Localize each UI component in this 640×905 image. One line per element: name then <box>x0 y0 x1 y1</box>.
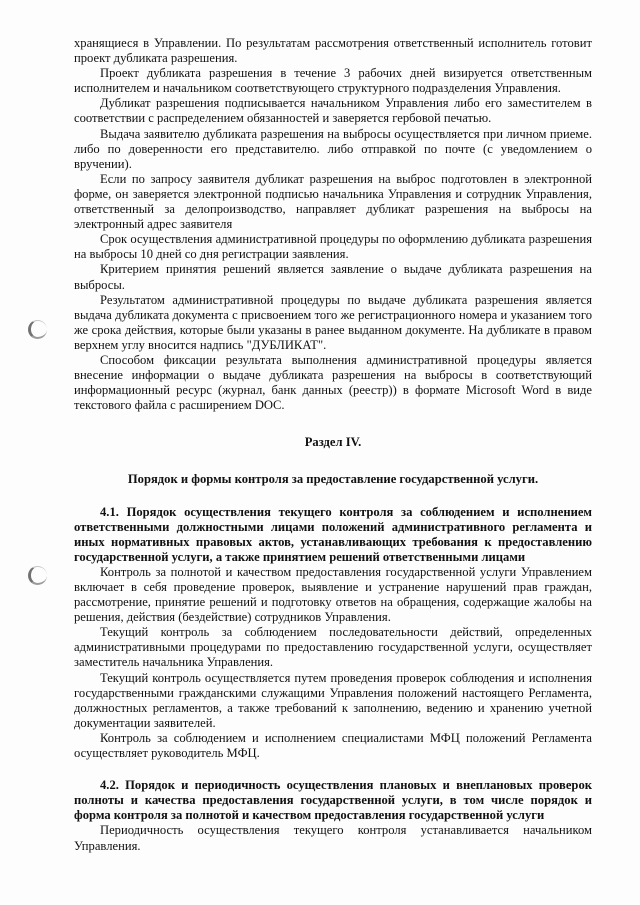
body-paragraph: Если по запросу заявителя дубликат разрешения на выброс подготовлен в электронной форме, он заверяется электронной подписью начальника Управления и сотрудник Управления, ответственный за делопроизводство, направляет дубликат разрешения на выбросы на электронный адрес заявителя <box>74 171 592 232</box>
section-number: Раздел IV. <box>304 435 362 450</box>
body-paragraph: Дубликат разрешения подписывается начальником Управления либо его заместителем в соответствии с распределением обязанностей и заверяется гербовой печатью. <box>74 96 592 126</box>
body-paragraph: Текущий контроль за соблюдением последовательности действий, определенных административными процедурами по предоставлению государственной услуги, осуществляет заместитель начальника Управления. <box>74 625 592 670</box>
subsection-heading: 4.1. Порядок осуществления текущего контроля за соблюдением и исполнением ответственными должностными лицами положений административного регламента и иных нормативных правовых актов, устанавливающих требования к предоставлению государственной услуги, а также принятием решений ответственными лицами <box>74 504 592 564</box>
body-paragraph: Проект дубликата разрешения в течение 3 рабочих дней визируется ответственным исполнителем и начальником соответствующего структурного подразделения Управления. <box>74 66 592 96</box>
body-paragraph: Способом фиксации результата выполнения административной процедуры является внесение информации о выдаче дубликата разрешения на выбросы в соответствующий информационный ресурс (журнал, банк данных (реестр)) в формате Microsoft Word в виде текстового файла с расширением DOC. <box>74 352 592 413</box>
document-body <box>74 36 592 854</box>
body-paragraph: Результатом административной процедуры по выдаче дубликата разрешения является выдача дубликата документа с присвоением того же регистрационного номера и указанием того же срока действия, которые были указаны в ранее выданном документе. На дубликате в правом верхнем углу вносится надпись "ДУБЛИКАТ". <box>74 292 592 352</box>
body-paragraph: Контроль за полнотой и качеством предоставления государственной услуги Управлением включает в себя проведение проверок, выявление и устранение нарушений прав граждан, рассмотрение, принятие решений и подготовку ответов на обращения, содержащие жалобы на решения, действия (бездействие) сотрудников Управления. <box>74 564 592 625</box>
body-paragraph: хранящиеся в Управлении. По результатам рассмотрения ответственный исполнитель готовит проект дубликата разрешения. <box>74 36 592 66</box>
body-paragraph: Контроль за соблюдением и исполнением специалистами МФЦ положений Регламента осуществляет руководитель МФЦ. <box>74 730 592 761</box>
body-paragraph: Срок осуществления административной процедуры по оформлению дубликата разрешения на выбросы 10 дней со дня регистрации заявления. <box>74 232 592 262</box>
body-paragraph: Текущий контроль осуществляется путем проведения проверок соблюдения и исполнения государственными гражданскими служащими Управления положений настоящего Регламента, должностных регламентов, а также требований к заполнению, ведению и хранению учетной документации заявителей. <box>74 670 592 730</box>
body-paragraph: Выдача заявителю дубликата разрешения на выбросы осуществляется при личном приеме. либо по доверенности его представителю. либо отправкой по почте (с уведомлением о вручении). <box>74 126 592 171</box>
punch-hole-mark <box>28 566 47 585</box>
body-paragraph: Критерием принятия решений является заявление о выдаче дубликата разрешения на выбросы. <box>74 262 592 292</box>
body-paragraph: Периодичность осуществления текущего контроля устанавливается начальником Управления. <box>74 823 592 853</box>
section-title: Порядок и формы контроля за предоставление государственной услуги. <box>127 472 539 487</box>
punch-hole-mark <box>28 320 47 339</box>
subsection-heading: 4.2. Порядок и периодичность осуществления плановых и внеплановых проверок полноты и качества предоставления государственной услуги, в том числе порядок и форма контроля за полнотой и качеством предоставления государственной услуги <box>74 778 592 823</box>
